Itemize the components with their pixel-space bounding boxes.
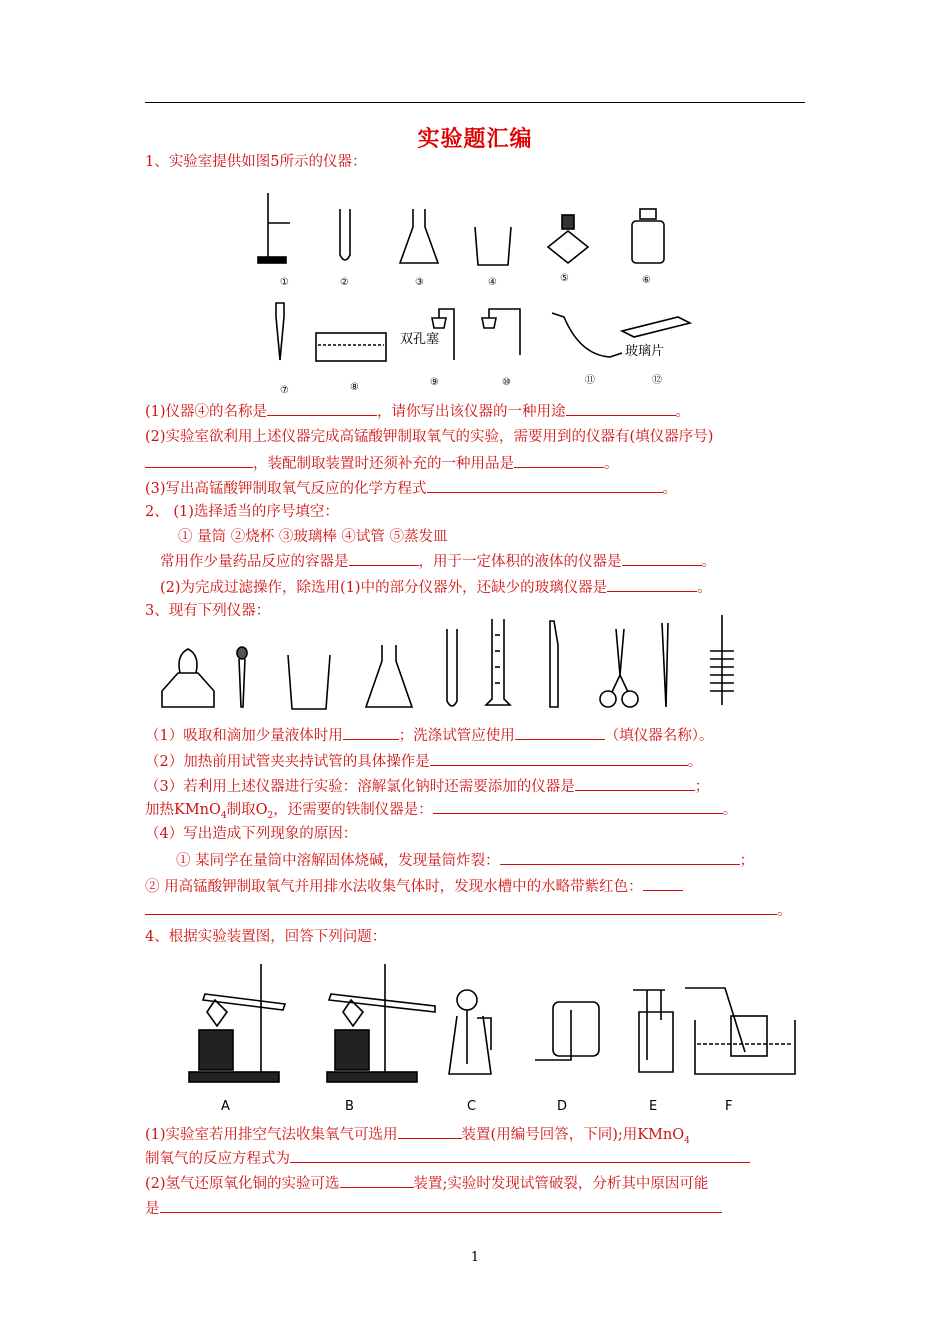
- q3-line8: 。: [145, 900, 792, 921]
- answer-blank[interactable]: [430, 751, 688, 766]
- q3-line6: ① 某同学在量筒中溶解固体烧碱，发现量筒炸裂： ；: [176, 850, 754, 871]
- q3-line5: （4）写出造成下列现象的原因：: [145, 826, 358, 842]
- page-title: 实验题汇编: [417, 126, 533, 152]
- q3-stem: 3、现有下列仪器：: [145, 603, 271, 619]
- answer-blank[interactable]: [622, 551, 702, 566]
- svg-text:④: ④: [488, 277, 497, 288]
- answer-blank[interactable]: [607, 577, 697, 592]
- svg-text:⑫: ⑫: [652, 375, 662, 386]
- answer-blank[interactable]: [398, 1124, 462, 1139]
- svg-text:③: ③: [415, 277, 424, 288]
- stand-base-icon: [258, 257, 286, 263]
- q2-options: ① 量筒 ②烧杯 ③玻璃棒 ④试管 ⑤蒸发皿: [178, 529, 448, 545]
- q4-line3: (2)氢气还原氧化铜的实验可选 装置;实验时发现试管破裂，分析其中原因可能: [145, 1173, 708, 1194]
- q2-stem: 2、 (1)选择适当的序号填空：: [145, 504, 339, 520]
- svg-text:B: B: [345, 1099, 354, 1114]
- svg-text:A: A: [221, 1099, 230, 1114]
- q2-line2: (2)为完成过滤操作，除选用(1)中的部分仪器外，还缺少的玻璃仪器是 。: [160, 577, 712, 598]
- q3-line3: （3）若利用上述仪器进行实验：溶解氯化钠时还需要添加的仪器是 ；: [145, 776, 709, 797]
- answer-blank[interactable]: [433, 799, 723, 814]
- q4-figure: [185, 960, 805, 1115]
- svg-text:⑥: ⑥: [642, 275, 651, 286]
- svg-text:①: ①: [280, 277, 289, 288]
- q3-line2: （2）加热前用试管夹夹持试管的具体操作是 。: [145, 751, 702, 772]
- page-number: 1: [470, 1250, 480, 1265]
- answer-blank[interactable]: [514, 453, 604, 468]
- answer-blank[interactable]: [500, 850, 740, 865]
- q2-line1: 常用作少量药品反应的容器是 ，用于一定体积的液体的仪器是 。: [160, 551, 716, 572]
- q4-line2: 制氧气的反应方程式为: [145, 1148, 750, 1169]
- svg-text:⑦: ⑦: [280, 385, 289, 396]
- svg-text:D: D: [557, 1099, 568, 1114]
- svg-text:⑧: ⑧: [350, 382, 359, 393]
- answer-blank[interactable]: [267, 401, 377, 416]
- q4-stem: 4、根据实验装置图，回答下列问题：: [145, 929, 387, 945]
- svg-text:E: E: [649, 1099, 658, 1114]
- answer-blank[interactable]: [349, 551, 419, 566]
- svg-text:C: C: [467, 1099, 477, 1114]
- answer-blank[interactable]: [643, 876, 683, 891]
- q1-part3: (3)写出高锰酸钾制取氧气反应的化学方程式 。: [145, 478, 677, 499]
- answer-blank[interactable]: [145, 900, 777, 915]
- q1-part1: (1)仪器④的名称是 ，请你写出该仪器的一种用途 。: [145, 401, 690, 422]
- q4-line1: (1)实验室若用排空气法收集氧气可选用 装置(用编号回答，下同);用KMnO$_4$: [145, 1124, 690, 1151]
- answer-blank[interactable]: [515, 725, 605, 740]
- answer-blank[interactable]: [343, 725, 399, 740]
- answer-blank[interactable]: [145, 453, 253, 468]
- q3-line4: 加热KMnO$_4$制取$O_2$，还需要的铁制仪器是： 。: [145, 799, 737, 826]
- answer-blank[interactable]: [427, 478, 663, 493]
- q1-part2b: ，装配制取装置时还须补充的一种用品是 。: [145, 453, 619, 474]
- q1-part2a: (2)实验室欲利用上述仪器完成高锰酸钾制取氧气的实验，需要用到的仪器有(填仪器序号): [145, 429, 714, 445]
- q3-line7: ② 用高锰酸钾制取氧气并用排水法收集气体时，发现水槽中的水略带紫红色：: [145, 876, 683, 897]
- q1-figure: [250, 185, 700, 400]
- svg-text:⑩: ⑩: [502, 377, 511, 388]
- answer-blank[interactable]: [566, 401, 676, 416]
- svg-text:⑤: ⑤: [560, 273, 569, 284]
- svg-text:玻璃片: 玻璃片: [625, 344, 665, 359]
- q1-stem: 1、实验室提供如图5所示的仪器：: [145, 154, 367, 170]
- svg-text:⑨: ⑨: [430, 377, 439, 388]
- svg-text:双孔塞: 双孔塞: [400, 332, 440, 347]
- answer-blank[interactable]: [575, 776, 695, 791]
- answer-blank[interactable]: [290, 1148, 750, 1163]
- svg-text:F: F: [725, 1099, 733, 1114]
- header-rule: [145, 102, 805, 103]
- q3-line1: （1）吸取和滴加少量液体时用 ；洗涤试管应使用 （填仪器名称）。: [145, 725, 713, 746]
- answer-blank[interactable]: [160, 1198, 722, 1213]
- answer-blank[interactable]: [340, 1173, 414, 1188]
- q4-line4: 是: [145, 1198, 722, 1219]
- svg-text:⑪: ⑪: [585, 375, 595, 386]
- q3-figure: [150, 615, 770, 715]
- svg-text:②: ②: [340, 277, 349, 288]
